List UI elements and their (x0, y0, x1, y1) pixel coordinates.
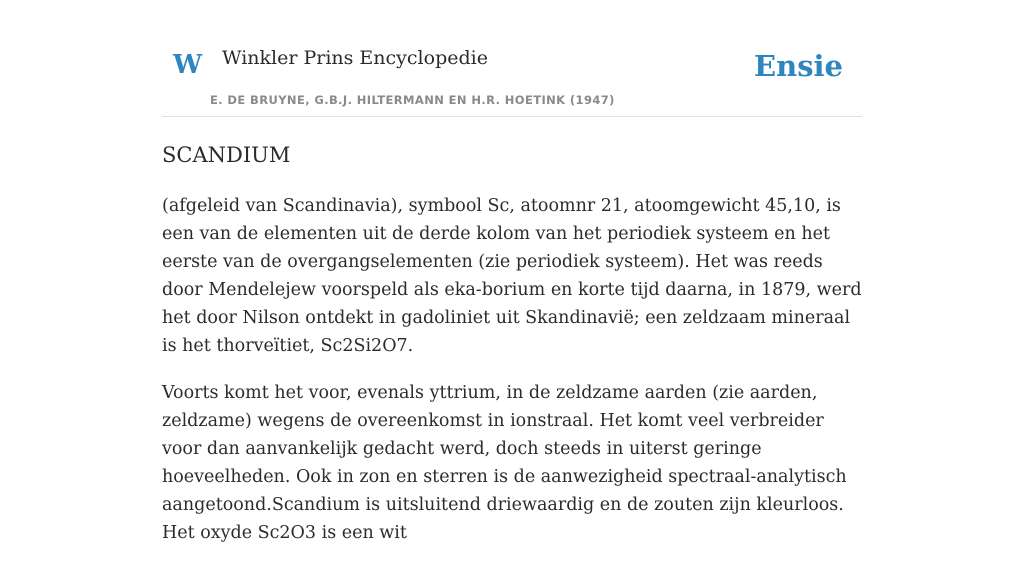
entry-body (162, 192, 862, 566)
ensie-brand-logo[interactable]: Ensie (754, 49, 843, 83)
body-paragraph: (afgeleid van Scandinavia), symbool Sc, atoomnr 21, atoomgewicht 45,10, is een van de elementen uit de derde kolom van het periodiek systeem en het eerste van de overgangselementen (zie periodiek systeem). Het was reeds door Mendelejew voorspeld als eka-borium en korte tijd daarna, in 1879, werd het door Nilson ontdekt in gadoliniet uit Skandinavië; een zeldzaam mineraal is het thorveïtiet, Sc2Si2O7. (162, 196, 862, 356)
entry-title: SCANDIUM (162, 143, 291, 167)
source-title-link[interactable]: Winkler Prins Encyclopedie (222, 47, 488, 69)
source-authors: E. DE BRUYNE, G.B.J. HILTERMANN EN H.R. HOETINK (1947) (210, 93, 615, 107)
body-paragraph: Voorts komt het voor, evenals yttrium, in de zeldzame aarden (zie aarden, zeldzame) wegens de overeenkomst in ionstraal. Het komt veel verbreider voor dan aanvankelijk gedacht werd, doch steeds in uiterst geringe hoeveelheden. Ook in zon en sterren is de aanwezigheid spectraal-analytisch aangetoond.Scandium is uitsluitend driewaardig en de zouten zijn kleurloos. Het oxyde Sc2O3 is een wit (162, 383, 847, 543)
source-header (162, 36, 862, 117)
winkler-prins-logo[interactable]: W (173, 50, 203, 80)
